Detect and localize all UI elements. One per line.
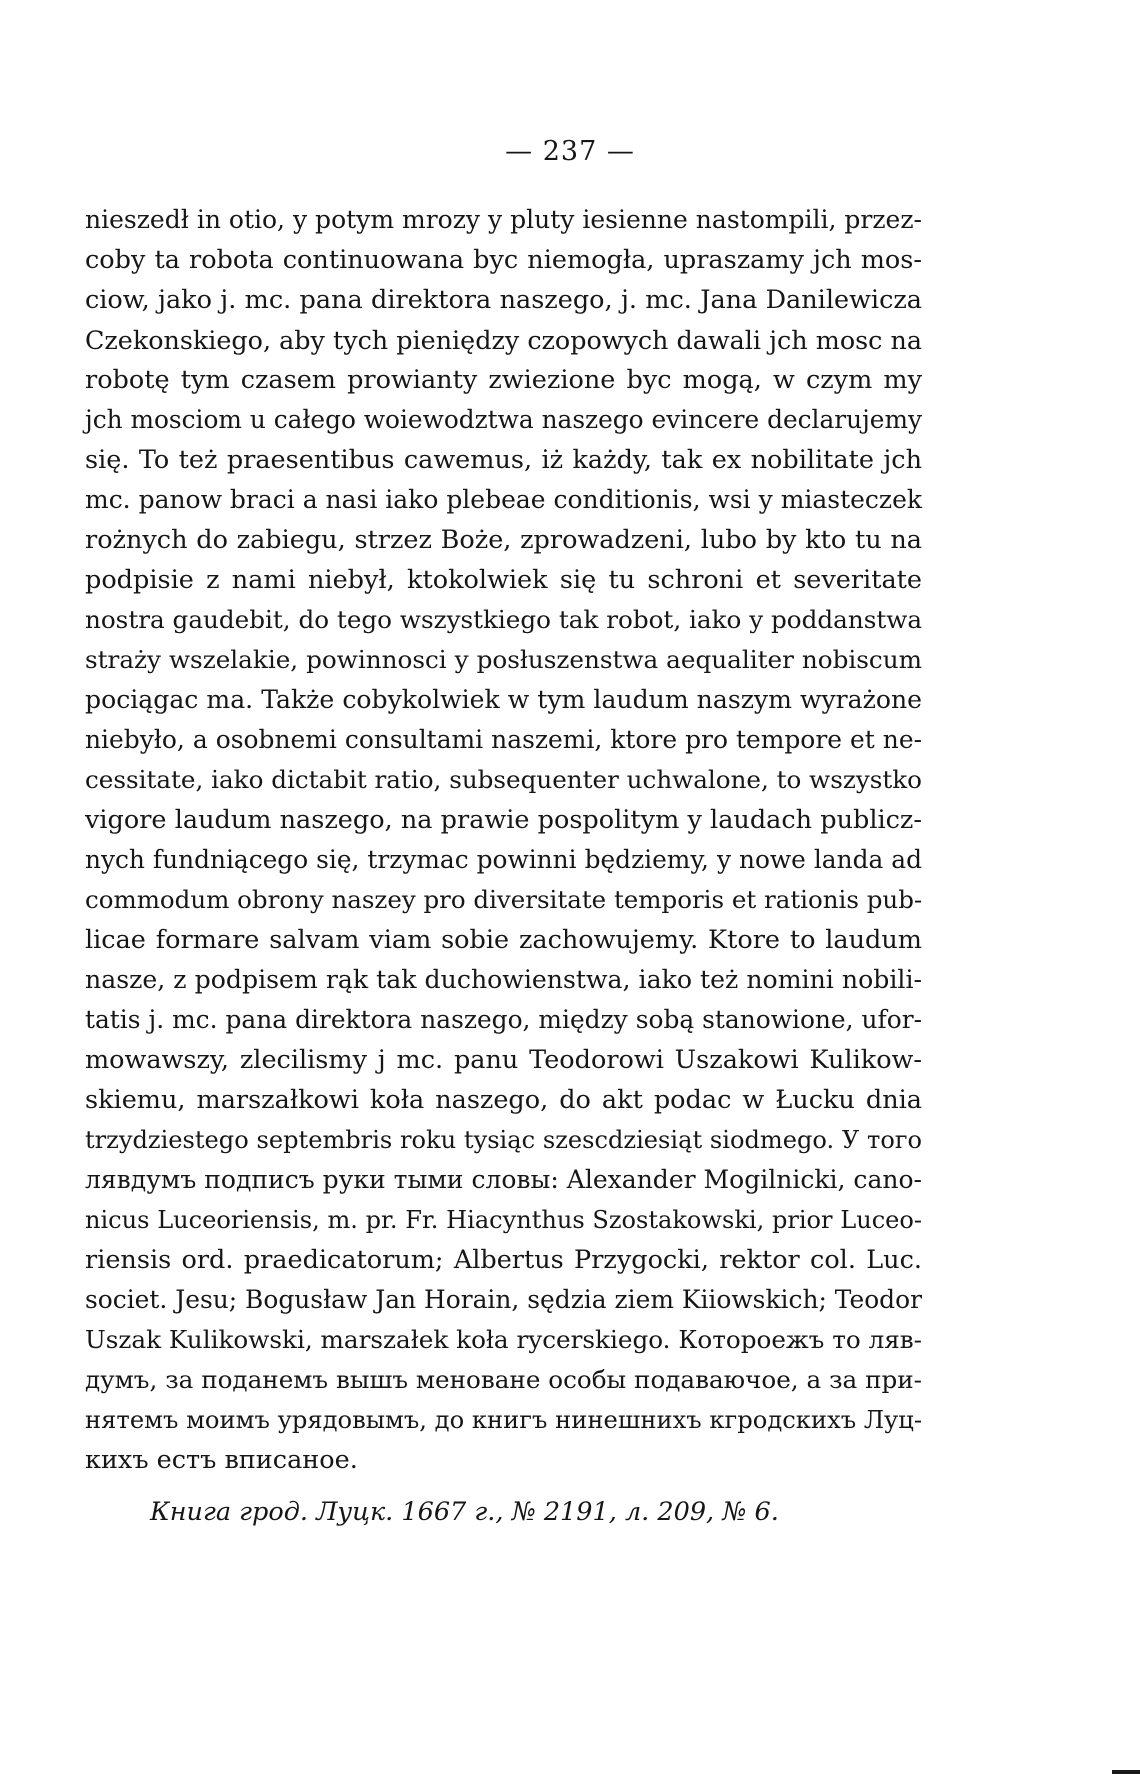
- text-line: jch mosciom u całego woiewodztwa naszego evincere declarujemy: [85, 405, 922, 434]
- body-text: [85, 200, 922, 1480]
- text-line: думъ, за поданемъ вышъ меноване особы подаваючое, а за при-: [85, 1365, 922, 1394]
- text-line: nych fundniącego się, trzymac powinni będziemy, y nowe landa ad: [85, 845, 922, 874]
- text-line: commodum obrony naszey pro diversitate temporis et rationis pub-: [85, 885, 923, 914]
- text-line: mowawszy, zlecilismy j mc. panu Teodorowi Uszakowi Kulikow-: [85, 1045, 922, 1075]
- text-line: cessitate, iako dictabit ratio, subsequenter uchwalone, to wszystko: [85, 765, 922, 794]
- page-number: — 237 —: [505, 136, 635, 167]
- text-line: ciow, jako j. mc. pana direktora naszego, j. mc. Jana Danilewicza: [85, 285, 922, 315]
- scan-edge-mark: [1112, 1770, 1140, 1774]
- text-line: нятемъ моимъ урядовымъ, до книгъ нинешнихъ кгродскихъ Луц-: [85, 1406, 923, 1434]
- text-line: nicus Luceoriensis, m. pr. Fr. Hiacynthus Szostakowski, prior Luceo-: [85, 1206, 922, 1234]
- text-line: riensis ord. praedicatorum; Albertus Przygocki, rektor col. Luc.: [85, 1245, 922, 1275]
- text-line: skiemu, marszałkowi koła naszego, do akt podac w Łucku dnia: [85, 1085, 922, 1115]
- text-line: straży wszelakie, powinnosci y posłuszenstwa aequaliter nobiscum: [85, 645, 922, 674]
- text-line: podpisie z nami niebył, ktokolwiek się tu schroni et severitate: [85, 565, 922, 595]
- text-line: nasze, z podpisem rąk tak duchowienstwa, iako też nomini nobili-: [85, 965, 922, 994]
- text-line: niebyło, a osobnemi consultami naszemi, ktore pro tempore et ne-: [85, 725, 922, 754]
- text-line: лявдумъ подписъ руки тыми словы: Alexander Mogilnicki, cano-: [85, 1165, 922, 1194]
- text-line: robotę tym czasem prowianty zwiezione byc mogą, w czym my: [85, 365, 922, 395]
- text-line: nostra gaudebit, do tego wszystkiego tak robot, iako y poddanstwa: [85, 605, 922, 634]
- text-line: Czekonskiego, aby tych pieniędzy czopowych dawali jch mosc na: [85, 325, 922, 355]
- text-line: Uszak Kulikowski, marszałek koła rycerskiego. Котороежъ то ляв-: [85, 1325, 922, 1354]
- text-line: mc. panow braci a nasi iako plebeae conditionis, wsi y miasteczek: [85, 485, 922, 514]
- text-line: się. To też praesentibus cawemus, iż każdy, tak ex nobilitate jch: [85, 445, 922, 475]
- text-line: tatis j. mc. pana direktora naszego, między sobą stanowione, ufor-: [85, 1005, 922, 1034]
- text-line: trzydziestego septembris roku tysiąc szescdziesiąt siodmego. У того: [85, 1126, 922, 1154]
- text-line: pociągac ma. Także cobykolwiek w tym laudum naszym wyrażone: [85, 685, 922, 714]
- text-line: vigore laudum naszego, na prawie pospolitym y laudach publicz-: [85, 805, 922, 835]
- text-line: nieszedł in otio, y potym mrozy y pluty iesienne nastompili, przez-: [85, 205, 922, 234]
- source-citation: Книга грод. Луцк. 1667 г., № 2191, л. 209, № 6.: [150, 1497, 779, 1527]
- text-line: coby ta robota continuowana byc niemogła, upraszamy jch mos-: [85, 245, 922, 275]
- text-line: societ. Jesu; Bogusław Jan Horain, sędzia ziem Kiiowskich; Teodor: [85, 1285, 922, 1314]
- text-line: licae formare salvam viam sobie zachowujemy. Ktore to laudum: [85, 925, 922, 955]
- text-line: кихъ естъ вписаное.: [85, 1445, 358, 1475]
- text-line: rożnych do zabiegu, strzez Boże, zprowadzeni, lubo by kto tu na: [85, 525, 922, 555]
